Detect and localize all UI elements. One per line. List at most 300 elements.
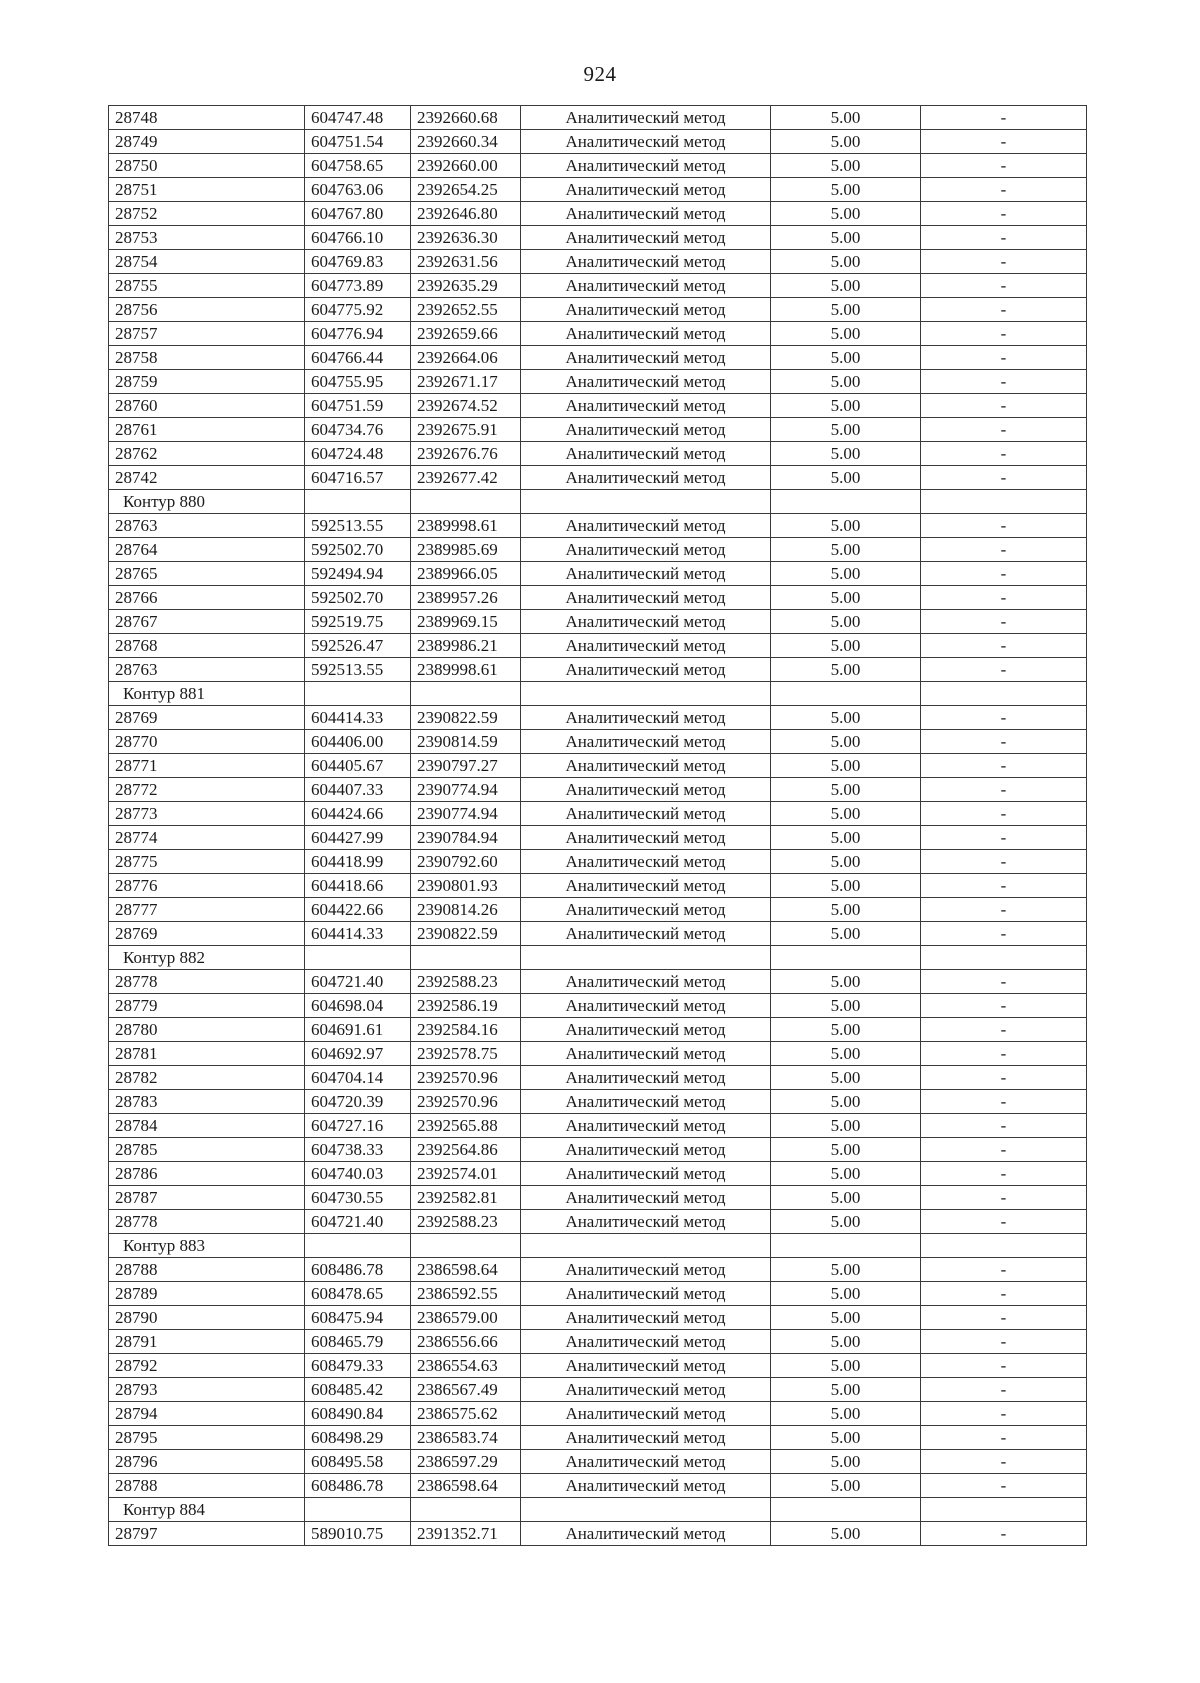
- y-coordinate-cell: 2392654.25: [411, 178, 521, 202]
- accuracy-cell: 5.00: [771, 994, 921, 1018]
- point-id-cell: 28765: [109, 562, 305, 586]
- accuracy-cell: 5.00: [771, 1258, 921, 1282]
- x-coordinate-cell: 604418.66: [305, 874, 411, 898]
- note-cell: -: [921, 1426, 1087, 1450]
- x-coordinate-cell: 589010.75: [305, 1522, 411, 1546]
- accuracy-cell: 5.00: [771, 346, 921, 370]
- accuracy-cell: 5.00: [771, 730, 921, 754]
- y-coordinate-cell: 2386579.00: [411, 1306, 521, 1330]
- point-id-cell: 28782: [109, 1066, 305, 1090]
- empty-cell: [771, 1498, 921, 1522]
- table-row: [109, 1114, 1087, 1138]
- method-cell: Аналитический метод: [521, 514, 771, 538]
- accuracy-cell: 5.00: [771, 634, 921, 658]
- point-id-cell: 28786: [109, 1162, 305, 1186]
- x-coordinate-cell: 592519.75: [305, 610, 411, 634]
- x-coordinate-cell: 604751.59: [305, 394, 411, 418]
- note-cell: -: [921, 586, 1087, 610]
- x-coordinate-cell: 604716.57: [305, 466, 411, 490]
- empty-cell: [411, 682, 521, 706]
- x-coordinate-cell: 608479.33: [305, 1354, 411, 1378]
- page-number: 924: [583, 62, 617, 86]
- y-coordinate-cell: 2392660.68: [411, 106, 521, 130]
- point-id-cell: 28787: [109, 1186, 305, 1210]
- x-coordinate-cell: 608486.78: [305, 1474, 411, 1498]
- x-coordinate-cell: 608495.58: [305, 1450, 411, 1474]
- x-coordinate-cell: 604721.40: [305, 1210, 411, 1234]
- accuracy-cell: 5.00: [771, 802, 921, 826]
- method-cell: Аналитический метод: [521, 1090, 771, 1114]
- table-row: [109, 1282, 1087, 1306]
- y-coordinate-cell: 2392588.23: [411, 970, 521, 994]
- y-coordinate-cell: 2390822.59: [411, 706, 521, 730]
- contour-label: Контур 881: [109, 682, 305, 706]
- empty-cell: [771, 682, 921, 706]
- accuracy-cell: 5.00: [771, 1522, 921, 1546]
- y-coordinate-cell: 2389957.26: [411, 586, 521, 610]
- y-coordinate-cell: 2390784.94: [411, 826, 521, 850]
- y-coordinate-cell: 2392660.00: [411, 154, 521, 178]
- table-row: [109, 322, 1087, 346]
- x-coordinate-cell: 608498.29: [305, 1426, 411, 1450]
- method-cell: Аналитический метод: [521, 1450, 771, 1474]
- y-coordinate-cell: 2386598.64: [411, 1258, 521, 1282]
- point-id-cell: 28794: [109, 1402, 305, 1426]
- empty-cell: [521, 1498, 771, 1522]
- note-cell: -: [921, 1210, 1087, 1234]
- note-cell: -: [921, 1522, 1087, 1546]
- table-row: [109, 994, 1087, 1018]
- method-cell: Аналитический метод: [521, 1018, 771, 1042]
- point-id-cell: 28773: [109, 802, 305, 826]
- table-row: [109, 1042, 1087, 1066]
- x-coordinate-cell: 604724.48: [305, 442, 411, 466]
- y-coordinate-cell: 2390801.93: [411, 874, 521, 898]
- method-cell: Аналитический метод: [521, 1378, 771, 1402]
- method-cell: Аналитический метод: [521, 898, 771, 922]
- method-cell: Аналитический метод: [521, 778, 771, 802]
- note-cell: -: [921, 994, 1087, 1018]
- y-coordinate-cell: 2392664.06: [411, 346, 521, 370]
- note-cell: -: [921, 634, 1087, 658]
- empty-cell: [921, 1234, 1087, 1258]
- x-coordinate-cell: 604766.44: [305, 346, 411, 370]
- point-id-cell: 28758: [109, 346, 305, 370]
- note-cell: -: [921, 778, 1087, 802]
- note-cell: -: [921, 106, 1087, 130]
- point-id-cell: 28761: [109, 418, 305, 442]
- y-coordinate-cell: 2392660.34: [411, 130, 521, 154]
- table-row: [109, 898, 1087, 922]
- table-row: [109, 442, 1087, 466]
- accuracy-cell: 5.00: [771, 1426, 921, 1450]
- method-cell: Аналитический метод: [521, 826, 771, 850]
- accuracy-cell: 5.00: [771, 514, 921, 538]
- accuracy-cell: 5.00: [771, 610, 921, 634]
- method-cell: Аналитический метод: [521, 250, 771, 274]
- empty-cell: [771, 946, 921, 970]
- point-id-cell: 28769: [109, 706, 305, 730]
- y-coordinate-cell: 2386583.74: [411, 1426, 521, 1450]
- note-cell: -: [921, 1354, 1087, 1378]
- note-cell: -: [921, 1330, 1087, 1354]
- method-cell: Аналитический метод: [521, 202, 771, 226]
- x-coordinate-cell: 604730.55: [305, 1186, 411, 1210]
- table-row: [109, 610, 1087, 634]
- x-coordinate-cell: 604740.03: [305, 1162, 411, 1186]
- note-cell: -: [921, 442, 1087, 466]
- x-coordinate-cell: 604406.00: [305, 730, 411, 754]
- table-row: [109, 562, 1087, 586]
- y-coordinate-cell: 2390774.94: [411, 778, 521, 802]
- note-cell: -: [921, 1018, 1087, 1042]
- accuracy-cell: 5.00: [771, 970, 921, 994]
- accuracy-cell: 5.00: [771, 1378, 921, 1402]
- method-cell: Аналитический метод: [521, 226, 771, 250]
- point-id-cell: 28762: [109, 442, 305, 466]
- accuracy-cell: 5.00: [771, 1114, 921, 1138]
- table-row: [109, 154, 1087, 178]
- y-coordinate-cell: 2392652.55: [411, 298, 521, 322]
- empty-cell: [521, 682, 771, 706]
- empty-cell: [921, 490, 1087, 514]
- x-coordinate-cell: 604775.92: [305, 298, 411, 322]
- method-cell: Аналитический метод: [521, 394, 771, 418]
- x-coordinate-cell: 608478.65: [305, 1282, 411, 1306]
- accuracy-cell: 5.00: [771, 274, 921, 298]
- accuracy-cell: 5.00: [771, 1138, 921, 1162]
- table-row: [109, 1522, 1087, 1546]
- x-coordinate-cell: 592513.55: [305, 514, 411, 538]
- method-cell: Аналитический метод: [521, 466, 771, 490]
- note-cell: -: [921, 1282, 1087, 1306]
- table-row: [109, 466, 1087, 490]
- point-id-cell: 28751: [109, 178, 305, 202]
- y-coordinate-cell: 2390792.60: [411, 850, 521, 874]
- y-coordinate-cell: 2392646.80: [411, 202, 521, 226]
- y-coordinate-cell: 2389998.61: [411, 658, 521, 682]
- point-id-cell: 28771: [109, 754, 305, 778]
- method-cell: Аналитический метод: [521, 1282, 771, 1306]
- accuracy-cell: 5.00: [771, 1330, 921, 1354]
- y-coordinate-cell: 2392582.81: [411, 1186, 521, 1210]
- x-coordinate-cell: 592526.47: [305, 634, 411, 658]
- table-row: [109, 1402, 1087, 1426]
- method-cell: Аналитический метод: [521, 754, 771, 778]
- point-id-cell: 28752: [109, 202, 305, 226]
- y-coordinate-cell: 2390822.59: [411, 922, 521, 946]
- method-cell: Аналитический метод: [521, 1162, 771, 1186]
- point-id-cell: 28767: [109, 610, 305, 634]
- table-row: [109, 202, 1087, 226]
- accuracy-cell: 5.00: [771, 202, 921, 226]
- method-cell: Аналитический метод: [521, 874, 771, 898]
- table-row: [109, 538, 1087, 562]
- empty-cell: [411, 1234, 521, 1258]
- x-coordinate-cell: 604758.65: [305, 154, 411, 178]
- method-cell: Аналитический метод: [521, 970, 771, 994]
- point-id-cell: 28772: [109, 778, 305, 802]
- accuracy-cell: 5.00: [771, 658, 921, 682]
- note-cell: -: [921, 322, 1087, 346]
- table-row: [109, 1306, 1087, 1330]
- point-id-cell: 28789: [109, 1282, 305, 1306]
- y-coordinate-cell: 2386554.63: [411, 1354, 521, 1378]
- empty-cell: [521, 490, 771, 514]
- point-id-cell: 28763: [109, 658, 305, 682]
- table-row: [109, 106, 1087, 130]
- point-id-cell: 28777: [109, 898, 305, 922]
- method-cell: Аналитический метод: [521, 322, 771, 346]
- note-cell: -: [921, 418, 1087, 442]
- y-coordinate-cell: 2390774.94: [411, 802, 521, 826]
- contour-label: Контур 882: [109, 946, 305, 970]
- table-row: [109, 1330, 1087, 1354]
- table-row: [109, 1066, 1087, 1090]
- note-cell: -: [921, 802, 1087, 826]
- point-id-cell: 28759: [109, 370, 305, 394]
- method-cell: Аналитический метод: [521, 850, 771, 874]
- contour-label: Контур 884: [109, 1498, 305, 1522]
- point-id-cell: 28770: [109, 730, 305, 754]
- method-cell: Аналитический метод: [521, 538, 771, 562]
- note-cell: -: [921, 274, 1087, 298]
- contour-header-row: [109, 1234, 1087, 1258]
- method-cell: Аналитический метод: [521, 1306, 771, 1330]
- accuracy-cell: 5.00: [771, 298, 921, 322]
- point-id-cell: 28753: [109, 226, 305, 250]
- note-cell: -: [921, 1450, 1087, 1474]
- accuracy-cell: 5.00: [771, 250, 921, 274]
- accuracy-cell: 5.00: [771, 1090, 921, 1114]
- method-cell: Аналитический метод: [521, 274, 771, 298]
- point-id-cell: 28774: [109, 826, 305, 850]
- point-id-cell: 28793: [109, 1378, 305, 1402]
- x-coordinate-cell: 592502.70: [305, 538, 411, 562]
- y-coordinate-cell: 2392570.96: [411, 1066, 521, 1090]
- y-coordinate-cell: 2389986.21: [411, 634, 521, 658]
- contour-header-row: [109, 1498, 1087, 1522]
- accuracy-cell: 5.00: [771, 1018, 921, 1042]
- empty-cell: [921, 682, 1087, 706]
- note-cell: -: [921, 1066, 1087, 1090]
- contour-header-row: [109, 490, 1087, 514]
- note-cell: -: [921, 1306, 1087, 1330]
- y-coordinate-cell: 2392636.30: [411, 226, 521, 250]
- table-row: [109, 1162, 1087, 1186]
- empty-cell: [411, 490, 521, 514]
- y-coordinate-cell: 2392570.96: [411, 1090, 521, 1114]
- x-coordinate-cell: 592494.94: [305, 562, 411, 586]
- table-row: [109, 130, 1087, 154]
- note-cell: -: [921, 466, 1087, 490]
- table-row: [109, 1450, 1087, 1474]
- y-coordinate-cell: 2392584.16: [411, 1018, 521, 1042]
- accuracy-cell: 5.00: [771, 1306, 921, 1330]
- method-cell: Аналитический метод: [521, 1354, 771, 1378]
- y-coordinate-cell: 2392565.88: [411, 1114, 521, 1138]
- method-cell: Аналитический метод: [521, 130, 771, 154]
- accuracy-cell: 5.00: [771, 106, 921, 130]
- x-coordinate-cell: 604691.61: [305, 1018, 411, 1042]
- note-cell: -: [921, 1186, 1087, 1210]
- note-cell: -: [921, 706, 1087, 730]
- x-coordinate-cell: 604414.33: [305, 706, 411, 730]
- method-cell: Аналитический метод: [521, 1258, 771, 1282]
- y-coordinate-cell: 2391352.71: [411, 1522, 521, 1546]
- x-coordinate-cell: 604763.06: [305, 178, 411, 202]
- table-row: [109, 418, 1087, 442]
- accuracy-cell: 5.00: [771, 898, 921, 922]
- y-coordinate-cell: 2389985.69: [411, 538, 521, 562]
- x-coordinate-cell: 604776.94: [305, 322, 411, 346]
- point-id-cell: 28797: [109, 1522, 305, 1546]
- method-cell: Аналитический метод: [521, 106, 771, 130]
- point-id-cell: 28775: [109, 850, 305, 874]
- empty-cell: [771, 1234, 921, 1258]
- point-id-cell: 28781: [109, 1042, 305, 1066]
- empty-cell: [411, 946, 521, 970]
- y-coordinate-cell: 2392676.76: [411, 442, 521, 466]
- x-coordinate-cell: 604405.67: [305, 754, 411, 778]
- note-cell: -: [921, 730, 1087, 754]
- x-coordinate-cell: 604698.04: [305, 994, 411, 1018]
- y-coordinate-cell: 2386592.55: [411, 1282, 521, 1306]
- point-id-cell: 28760: [109, 394, 305, 418]
- empty-cell: [521, 946, 771, 970]
- contour-label: Контур 880: [109, 490, 305, 514]
- x-coordinate-cell: 604727.16: [305, 1114, 411, 1138]
- note-cell: -: [921, 514, 1087, 538]
- method-cell: Аналитический метод: [521, 1066, 771, 1090]
- y-coordinate-cell: 2390797.27: [411, 754, 521, 778]
- method-cell: Аналитический метод: [521, 922, 771, 946]
- point-id-cell: 28778: [109, 970, 305, 994]
- y-coordinate-cell: 2392578.75: [411, 1042, 521, 1066]
- point-id-cell: 28784: [109, 1114, 305, 1138]
- point-id-cell: 28757: [109, 322, 305, 346]
- contour-label: Контур 883: [109, 1234, 305, 1258]
- point-id-cell: 28756: [109, 298, 305, 322]
- note-cell: -: [921, 1258, 1087, 1282]
- accuracy-cell: 5.00: [771, 1474, 921, 1498]
- y-coordinate-cell: 2389998.61: [411, 514, 521, 538]
- note-cell: -: [921, 874, 1087, 898]
- table-row: [109, 1186, 1087, 1210]
- note-cell: -: [921, 754, 1087, 778]
- point-id-cell: 28742: [109, 466, 305, 490]
- accuracy-cell: 5.00: [771, 538, 921, 562]
- x-coordinate-cell: 604734.76: [305, 418, 411, 442]
- note-cell: -: [921, 658, 1087, 682]
- x-coordinate-cell: 604692.97: [305, 1042, 411, 1066]
- x-coordinate-cell: 604407.33: [305, 778, 411, 802]
- accuracy-cell: 5.00: [771, 130, 921, 154]
- x-coordinate-cell: 608475.94: [305, 1306, 411, 1330]
- point-id-cell: 28779: [109, 994, 305, 1018]
- note-cell: -: [921, 154, 1087, 178]
- point-id-cell: 28790: [109, 1306, 305, 1330]
- method-cell: Аналитический метод: [521, 154, 771, 178]
- method-cell: Аналитический метод: [521, 586, 771, 610]
- point-id-cell: 28785: [109, 1138, 305, 1162]
- method-cell: Аналитический метод: [521, 634, 771, 658]
- point-id-cell: 28754: [109, 250, 305, 274]
- contour-header-row: [109, 682, 1087, 706]
- method-cell: Аналитический метод: [521, 298, 771, 322]
- table-row: [109, 1354, 1087, 1378]
- point-id-cell: 28764: [109, 538, 305, 562]
- table-row: [109, 1474, 1087, 1498]
- x-coordinate-cell: 604721.40: [305, 970, 411, 994]
- x-coordinate-cell: 604424.66: [305, 802, 411, 826]
- x-coordinate-cell: 592513.55: [305, 658, 411, 682]
- point-id-cell: 28766: [109, 586, 305, 610]
- point-id-cell: 28791: [109, 1330, 305, 1354]
- method-cell: Аналитический метод: [521, 1402, 771, 1426]
- x-coordinate-cell: 604422.66: [305, 898, 411, 922]
- accuracy-cell: 5.00: [771, 922, 921, 946]
- method-cell: Аналитический метод: [521, 658, 771, 682]
- table-row: [109, 874, 1087, 898]
- accuracy-cell: 5.00: [771, 1186, 921, 1210]
- note-cell: -: [921, 298, 1087, 322]
- note-cell: -: [921, 346, 1087, 370]
- accuracy-cell: 5.00: [771, 1282, 921, 1306]
- x-coordinate-cell: 604418.99: [305, 850, 411, 874]
- y-coordinate-cell: 2392588.23: [411, 1210, 521, 1234]
- y-coordinate-cell: 2392564.86: [411, 1138, 521, 1162]
- accuracy-cell: 5.00: [771, 1450, 921, 1474]
- table-row: [109, 1378, 1087, 1402]
- accuracy-cell: 5.00: [771, 1042, 921, 1066]
- method-cell: Аналитический метод: [521, 1474, 771, 1498]
- method-cell: Аналитический метод: [521, 346, 771, 370]
- x-coordinate-cell: 608485.42: [305, 1378, 411, 1402]
- note-cell: -: [921, 226, 1087, 250]
- x-coordinate-cell: 604755.95: [305, 370, 411, 394]
- accuracy-cell: 5.00: [771, 154, 921, 178]
- method-cell: Аналитический метод: [521, 994, 771, 1018]
- y-coordinate-cell: 2386597.29: [411, 1450, 521, 1474]
- y-coordinate-cell: 2389969.15: [411, 610, 521, 634]
- method-cell: Аналитический метод: [521, 178, 771, 202]
- note-cell: -: [921, 562, 1087, 586]
- method-cell: Аналитический метод: [521, 1114, 771, 1138]
- point-id-cell: 28750: [109, 154, 305, 178]
- point-id-cell: 28792: [109, 1354, 305, 1378]
- y-coordinate-cell: 2392671.17: [411, 370, 521, 394]
- x-coordinate-cell: 604427.99: [305, 826, 411, 850]
- accuracy-cell: 5.00: [771, 1162, 921, 1186]
- table-row: [109, 586, 1087, 610]
- point-id-cell: 28763: [109, 514, 305, 538]
- accuracy-cell: 5.00: [771, 874, 921, 898]
- table-row: [109, 250, 1087, 274]
- x-coordinate-cell: 604738.33: [305, 1138, 411, 1162]
- note-cell: -: [921, 1402, 1087, 1426]
- note-cell: -: [921, 538, 1087, 562]
- point-id-cell: 28749: [109, 130, 305, 154]
- point-id-cell: 28788: [109, 1474, 305, 1498]
- x-coordinate-cell: 604751.54: [305, 130, 411, 154]
- y-coordinate-cell: 2386575.62: [411, 1402, 521, 1426]
- empty-cell: [305, 1498, 411, 1522]
- coordinates-table-body: [109, 106, 1087, 1546]
- method-cell: Аналитический метод: [521, 1186, 771, 1210]
- method-cell: Аналитический метод: [521, 1138, 771, 1162]
- y-coordinate-cell: 2386556.66: [411, 1330, 521, 1354]
